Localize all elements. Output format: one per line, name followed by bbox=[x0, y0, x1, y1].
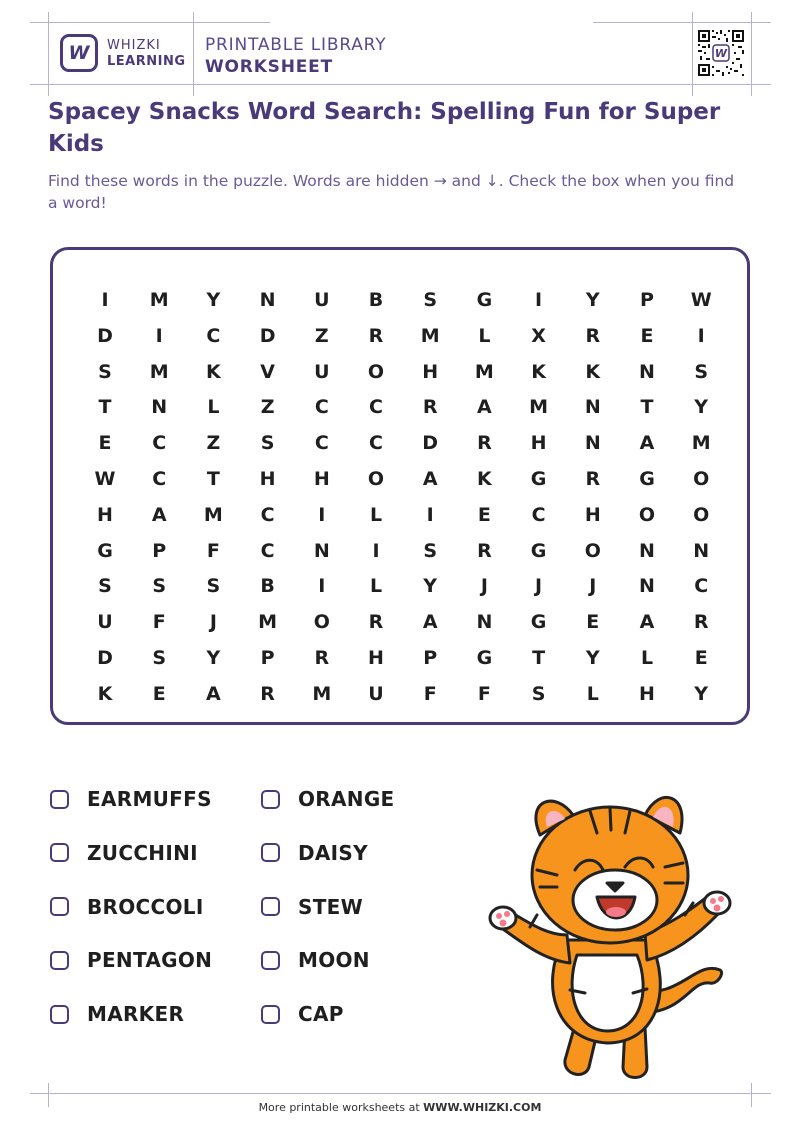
grid-letter[interactable]: G bbox=[530, 468, 547, 490]
word-search-grid bbox=[50, 247, 750, 725]
grid-letter[interactable]: Y bbox=[206, 647, 221, 669]
grid-letter[interactable]: E bbox=[152, 682, 166, 705]
grid-letter[interactable]: X bbox=[531, 324, 546, 347]
grid-letter[interactable]: G bbox=[639, 468, 655, 490]
grid-letter[interactable]: G bbox=[530, 611, 547, 634]
grid-letter[interactable]: R bbox=[585, 468, 601, 490]
grid-letter[interactable]: C bbox=[206, 324, 221, 347]
grid-letter[interactable]: C bbox=[314, 432, 329, 455]
page-title: Spacey Snacks Word Search: Spelling Fun for Super Kids bbox=[48, 99, 721, 157]
grid-letter[interactable]: K bbox=[206, 360, 221, 383]
word-label: MOON bbox=[298, 948, 370, 973]
grid-letter[interactable]: O bbox=[367, 468, 385, 490]
word-item[interactable] bbox=[261, 892, 363, 922]
grid-letter[interactable]: J bbox=[209, 611, 217, 634]
grid-letter[interactable]: F bbox=[423, 682, 437, 705]
grid-letter[interactable]: E bbox=[640, 324, 654, 347]
grid-letter[interactable]: Y bbox=[585, 647, 600, 669]
grid-letter[interactable]: U bbox=[314, 289, 330, 311]
grid-letter[interactable]: M bbox=[149, 360, 169, 383]
grid-letter[interactable]: N bbox=[639, 360, 655, 383]
whizki-logo bbox=[60, 34, 98, 72]
grid-letter[interactable]: G bbox=[476, 289, 493, 311]
instructions: Find these words in the puzzle. Words are hidden → and ↓. Check the box when you find a word! bbox=[48, 172, 735, 212]
word-label: PENTAGON bbox=[87, 948, 213, 973]
grid-letter[interactable]: M bbox=[203, 503, 223, 526]
header-bottom-rule bbox=[30, 84, 771, 85]
header-top-rule-right bbox=[593, 22, 771, 23]
grid-letter[interactable]: I bbox=[697, 324, 705, 347]
word-label: DAISY bbox=[298, 840, 368, 865]
header-left-rule bbox=[48, 12, 49, 96]
word-label: ORANGE bbox=[298, 787, 395, 811]
grid-letter[interactable]: H bbox=[422, 360, 439, 383]
grid-letter[interactable]: O bbox=[693, 503, 710, 526]
grid-letter[interactable]: M bbox=[312, 682, 332, 705]
grid-letter[interactable]: O bbox=[313, 611, 330, 634]
footer bbox=[0, 1101, 800, 1114]
footer-link[interactable]: WWW.WHIZKI.COM bbox=[423, 1101, 542, 1114]
grid-letter[interactable]: N bbox=[693, 539, 710, 562]
header-right-rule bbox=[751, 12, 752, 96]
grid-letter[interactable]: L bbox=[640, 647, 654, 669]
tiger-mascot-icon bbox=[485, 775, 735, 1085]
grid-letter[interactable]: I bbox=[318, 575, 326, 598]
grid-letter[interactable]: A bbox=[206, 682, 221, 705]
grid-letter[interactable]: J bbox=[589, 575, 597, 598]
grid-letter[interactable]: A bbox=[151, 503, 167, 526]
word-label: CAP bbox=[298, 1002, 344, 1027]
grid-letter[interactable]: H bbox=[368, 647, 384, 669]
grid-letter[interactable]: K bbox=[477, 468, 492, 490]
grid-letter[interactable]: A bbox=[422, 468, 438, 490]
word-checkbox[interactable] bbox=[261, 897, 280, 916]
grid-letter[interactable]: Z bbox=[314, 324, 329, 347]
grid-letter[interactable]: N bbox=[584, 396, 601, 419]
logo-letter: W bbox=[68, 42, 90, 64]
grid-letter[interactable]: G bbox=[476, 647, 493, 669]
grid-letter[interactable]: K bbox=[97, 682, 113, 705]
grid-letter[interactable]: I bbox=[426, 503, 434, 526]
grid-letter[interactable]: N bbox=[584, 432, 601, 455]
grid-letter[interactable]: Z bbox=[260, 396, 275, 419]
word-checkbox[interactable] bbox=[261, 843, 280, 862]
grid-letter[interactable]: C bbox=[152, 468, 167, 490]
grid-letter[interactable]: Y bbox=[206, 289, 221, 311]
grid-letter[interactable]: H bbox=[530, 432, 547, 455]
grid-letter[interactable]: Z bbox=[206, 432, 221, 455]
footer-rule bbox=[30, 1093, 771, 1094]
brand-subname: LEARNING bbox=[107, 54, 186, 69]
grid-letter[interactable]: K bbox=[531, 360, 546, 383]
grid-letter[interactable]: T bbox=[98, 396, 112, 419]
grid-letter[interactable]: S bbox=[152, 647, 167, 669]
word-item[interactable] bbox=[261, 784, 395, 814]
grid-letter[interactable]: C bbox=[369, 432, 383, 455]
grid-letter[interactable]: B bbox=[260, 575, 275, 598]
grid-letter[interactable]: L bbox=[369, 575, 383, 598]
grid-letter[interactable]: P bbox=[152, 539, 167, 562]
grid-letter[interactable]: G bbox=[97, 539, 113, 562]
grid-letter[interactable]: R bbox=[368, 611, 384, 634]
grid-letter[interactable]: C bbox=[369, 396, 383, 419]
word-item[interactable] bbox=[261, 945, 370, 975]
grid-letter[interactable]: C bbox=[314, 396, 329, 419]
grid-letter[interactable]: R bbox=[422, 396, 438, 419]
word-label: BROCCOLI bbox=[87, 894, 204, 919]
grid-letter[interactable]: Y bbox=[423, 575, 438, 598]
grid-letter[interactable]: O bbox=[693, 468, 710, 490]
grid-letter[interactable]: M bbox=[149, 289, 169, 311]
grid-letter[interactable]: F bbox=[152, 611, 166, 634]
grid-letter[interactable]: U bbox=[314, 360, 330, 383]
grid-letter[interactable]: C bbox=[152, 432, 167, 455]
word-checkbox[interactable] bbox=[50, 1005, 69, 1024]
grid-letter[interactable]: D bbox=[422, 432, 439, 455]
grid-letter[interactable]: S bbox=[694, 360, 709, 383]
grid-letter[interactable]: E bbox=[477, 503, 491, 526]
grid-letter[interactable]: M bbox=[420, 324, 440, 347]
grid-letter[interactable]: A bbox=[477, 396, 492, 419]
brand-name: WHIZKI bbox=[107, 38, 161, 53]
grid-letter[interactable]: R bbox=[314, 647, 330, 669]
header-divider-rule bbox=[193, 12, 194, 96]
grid-letter[interactable]: H bbox=[584, 503, 601, 526]
grid-letter[interactable]: V bbox=[260, 360, 275, 383]
word-checkbox[interactable] bbox=[50, 843, 69, 862]
grid-letter[interactable]: H bbox=[97, 503, 113, 526]
grid-letter[interactable]: D bbox=[97, 324, 113, 347]
grid-letter[interactable]: N bbox=[313, 539, 330, 562]
grid-letter[interactable]: S bbox=[152, 575, 167, 598]
grid-letter[interactable]: I bbox=[318, 503, 326, 526]
grid-letter[interactable]: S bbox=[423, 539, 438, 562]
header-qr-left-rule bbox=[692, 12, 693, 96]
grid-letter[interactable]: T bbox=[532, 647, 546, 669]
grid-letter[interactable]: R bbox=[693, 611, 709, 634]
word-checkbox[interactable] bbox=[261, 1005, 280, 1024]
grid-letter[interactable]: E bbox=[98, 432, 112, 455]
grid-letter[interactable]: A bbox=[639, 432, 655, 455]
grid-letter[interactable]: F bbox=[477, 682, 491, 705]
qr-badge-letter: W bbox=[714, 47, 728, 60]
grid-letter[interactable]: W bbox=[94, 468, 116, 490]
grid-letter[interactable]: W bbox=[690, 289, 712, 311]
grid-letter[interactable]: O bbox=[638, 503, 656, 526]
grid-letter[interactable]: H bbox=[313, 468, 330, 490]
word-checkbox[interactable] bbox=[50, 790, 69, 809]
word-item[interactable] bbox=[50, 838, 198, 868]
grid-letter[interactable]: N bbox=[476, 611, 493, 634]
grid-letter[interactable]: A bbox=[639, 611, 655, 634]
grid-letter[interactable]: R bbox=[477, 432, 492, 455]
grid-letter[interactable]: U bbox=[368, 682, 384, 705]
grid-letter[interactable]: P bbox=[423, 647, 438, 669]
grid-letter[interactable]: C bbox=[531, 503, 546, 526]
word-checkbox[interactable] bbox=[50, 897, 69, 916]
footer-text: More printable worksheets at bbox=[258, 1101, 424, 1114]
grid-letter[interactable]: Y bbox=[585, 289, 600, 311]
grid-letter[interactable]: S bbox=[260, 432, 275, 455]
grid-letter[interactable]: C bbox=[694, 575, 709, 598]
grid-letter[interactable]: R bbox=[477, 539, 492, 562]
word-label: MARKER bbox=[87, 1002, 185, 1027]
word-checkbox[interactable] bbox=[50, 951, 69, 970]
grid-letter[interactable]: C bbox=[260, 503, 275, 526]
grid-letter[interactable]: S bbox=[98, 575, 112, 598]
grid-letter[interactable]: L bbox=[478, 324, 491, 347]
grid-letter[interactable]: I bbox=[372, 539, 380, 562]
grid-letter[interactable]: G bbox=[530, 539, 547, 562]
grid-letter[interactable]: D bbox=[259, 324, 276, 347]
word-item[interactable] bbox=[261, 999, 344, 1029]
library-subtitle: WORKSHEET bbox=[205, 57, 333, 77]
library-title: PRINTABLE LIBRARY bbox=[205, 35, 387, 55]
grid-letter[interactable]: L bbox=[369, 503, 383, 526]
grid-letter[interactable]: O bbox=[584, 539, 601, 562]
grid-letter[interactable]: B bbox=[368, 289, 384, 311]
grid-letter[interactable]: I bbox=[101, 289, 109, 311]
grid-letter[interactable]: O bbox=[367, 360, 385, 383]
grid-letter[interactable]: C bbox=[260, 539, 275, 562]
word-label: ZUCCHINI bbox=[87, 840, 198, 865]
word-checkbox[interactable] bbox=[261, 951, 280, 970]
grid-letter[interactable]: M bbox=[258, 611, 278, 634]
grid-letter[interactable]: M bbox=[529, 396, 549, 419]
grid-letter[interactable]: S bbox=[98, 360, 112, 383]
grid-letter[interactable]: L bbox=[207, 396, 220, 419]
grid-letter[interactable]: H bbox=[639, 682, 655, 705]
word-item[interactable] bbox=[261, 838, 368, 868]
word-item[interactable] bbox=[50, 999, 184, 1029]
grid-letter[interactable]: A bbox=[422, 611, 438, 634]
grid-letter[interactable]: R bbox=[585, 324, 601, 347]
word-label: STEW bbox=[298, 894, 363, 919]
grid-letter[interactable]: L bbox=[586, 682, 599, 705]
grid-letter[interactable]: I bbox=[535, 289, 543, 311]
grid-letter[interactable]: M bbox=[474, 360, 494, 383]
grid-letter[interactable]: P bbox=[260, 647, 275, 669]
grid-letter[interactable]: R bbox=[260, 682, 275, 705]
qr-code-icon bbox=[697, 29, 745, 77]
grid-letter[interactable]: M bbox=[691, 432, 711, 455]
grid-letter[interactable]: H bbox=[259, 468, 276, 490]
grid-letter[interactable]: N bbox=[151, 396, 168, 419]
grid-letter[interactable]: S bbox=[531, 682, 546, 705]
word-item[interactable] bbox=[50, 945, 212, 975]
grid-letter[interactable]: T bbox=[206, 468, 220, 490]
grid-letter[interactable]: F bbox=[206, 539, 220, 562]
grid-letter[interactable]: K bbox=[585, 360, 601, 383]
word-label: EARMUFFS bbox=[87, 787, 212, 811]
grid-letter[interactable]: N bbox=[639, 575, 655, 598]
grid-letter[interactable]: P bbox=[640, 289, 654, 311]
grid-letter[interactable]: R bbox=[368, 324, 384, 347]
word-checkbox[interactable] bbox=[261, 790, 280, 809]
grid-letter[interactable]: N bbox=[639, 539, 655, 562]
grid-letter[interactable]: J bbox=[535, 575, 543, 598]
grid-letter[interactable]: U bbox=[97, 611, 113, 634]
header-top-rule bbox=[30, 22, 270, 23]
word-item[interactable] bbox=[50, 784, 212, 814]
grid-letter[interactable]: D bbox=[97, 647, 113, 669]
grid-letter[interactable]: Y bbox=[694, 682, 709, 705]
grid-letter[interactable]: Y bbox=[694, 396, 709, 419]
grid-letter[interactable]: N bbox=[259, 289, 276, 311]
grid-letter[interactable]: J bbox=[480, 575, 488, 598]
grid-letter[interactable]: T bbox=[640, 396, 654, 419]
grid-letter[interactable]: E bbox=[694, 647, 708, 669]
grid-letter[interactable]: E bbox=[586, 611, 600, 634]
grid-letter[interactable]: S bbox=[423, 289, 438, 311]
grid-letter[interactable]: I bbox=[155, 324, 163, 347]
grid-letter[interactable]: S bbox=[206, 575, 221, 598]
word-item[interactable] bbox=[50, 892, 204, 922]
